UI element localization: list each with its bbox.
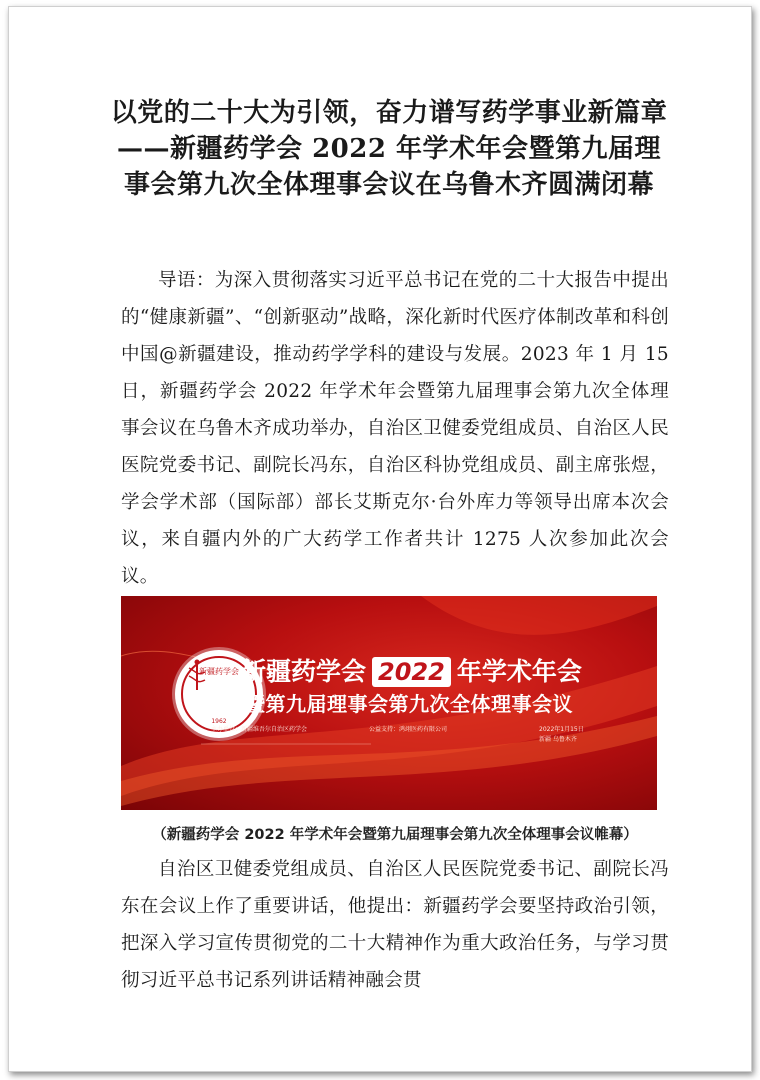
- banner-title-left: 新疆药学会: [241, 657, 367, 686]
- document-page: [8, 6, 752, 1072]
- banner-location: 新疆 乌鲁木齐: [539, 736, 577, 743]
- image-caption: （新疆药学会 2022 年学术年会暨第九届理事会第九次全体理事会议帷幕）: [152, 827, 638, 843]
- banner-title-year: 2022: [372, 657, 451, 687]
- caduceus-icon: [183, 658, 211, 692]
- logo-text: 新疆药学会: [199, 667, 239, 676]
- conference-banner-image: [121, 596, 657, 810]
- banner-title: [241, 652, 582, 688]
- article-intro: 导语：为深入贯彻落实习近平总书记在党的二十大报告中提出的“健康新疆”、“创新驱动”战略，深化新时代医疗体制改革和科创中国@新疆建设，推动药学学科的建设与发展。2023 年 1 月 15 日，新疆药学会 2022 年学术年会暨第九届理事会第九次全体理事会议在乌鲁木齐成功举办，自治区卫健委党组成员、自治区人民医院党委书记、副院长冯东，自治区科协党组成员、副主席张煜，学会学术部（国际部）部长艾斯克尔·台外库力等领导出席本次会议，来自疆内外的广大药学工作者共计 1275 人次参加此次会议。: [121, 270, 669, 587]
- banner-supporter: 公益支持：鸿翊医药有限公司: [369, 726, 448, 733]
- banner-subtitle: 暨第九届理事会第九次全体理事会议: [245, 692, 573, 716]
- banner-organizer: 主办单位：新疆维吾尔自治区药学会: [211, 726, 308, 733]
- logo-year: 1962: [211, 718, 227, 725]
- article-body-paragraph: 自治区卫健委党组成员、自治区人民医院党委书记、副院长冯东在会议上作了重要讲话，他提出：新疆药学会要坚持政治引领，把深入学习宣传贯彻党的二十大精神作为重大政治任务，与学习贯彻习近平总书记系列讲话精神融会贯: [121, 859, 669, 991]
- banner-title-right: 年学术年会: [456, 657, 582, 686]
- article-title: 以党的二十大为引领，奋力谱写药学事业新篇章——新疆药学会 2022 年学术年会暨第九届理事会第九次全体理事会议在乌鲁木齐圆满闭幕: [110, 98, 668, 200]
- banner-date: 2022年1月15日: [539, 726, 584, 733]
